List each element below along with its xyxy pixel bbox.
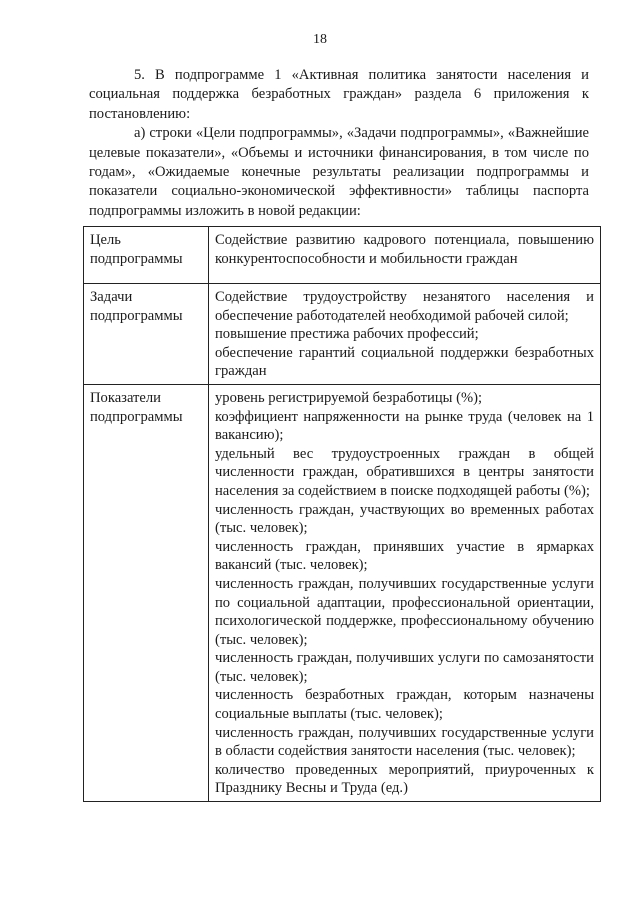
task-line: Содействие трудоустройству незанятого населения и обеспечение работодателей необходимой рабочей силой; xyxy=(215,289,594,324)
row-label-indicators: Показатели подпрограммы xyxy=(84,384,209,801)
indicator-line: количество проведенных мероприятий, приуроченных к Празднику Весны и Труда (ед.) xyxy=(215,761,594,797)
indicator-line: численность граждан, получивших государственные услуги в области содействия занятости населения (тыс. человек); xyxy=(215,724,594,760)
row-value-tasks xyxy=(209,284,601,385)
row-value-goals xyxy=(209,227,601,284)
table-row-goals xyxy=(84,227,601,284)
goals-line: Содействие развитию кадрового потенциала, повышению конкурентоспособности и мобильности граждан xyxy=(215,232,594,267)
intro-text xyxy=(89,66,589,221)
row-label-tasks: Задачи подпрограммы xyxy=(84,284,209,385)
indicator-line: коэффициент напряженности на рынке труда (человек на 1 вакансию); xyxy=(215,408,594,444)
indicator-line: уровень регистрируемой безработицы (%); xyxy=(215,389,483,406)
indicator-line: численность граждан, участвующих во временных работах (тыс. человек); xyxy=(215,501,594,537)
indicator-line: численность безработных граждан, которым назначены социальные выплаты (тыс. человек); xyxy=(215,687,594,723)
row-label-goals: Цель подпрограммы xyxy=(84,227,209,284)
task-line: обеспечение гарантий социальной поддержки безработных граждан xyxy=(215,344,594,380)
indicator-line: численность граждан, принявших участие в ярмарках вакансий (тыс. человек); xyxy=(215,538,594,574)
task-line: повышение престижа рабочих профессий; xyxy=(215,326,479,343)
intro-paragraph-1: 5. В подпрограмме 1 «Активная политика занятости населения и социальная поддержка безработных граждан» раздела 6 приложения к постановлению: xyxy=(89,67,589,122)
row-value-indicators xyxy=(209,384,601,801)
intro-paragraph-2: а) строки «Цели подпрограммы», «Задачи подпрограммы», «Важнейшие целевые показатели», «Объемы и источники финансирования, в том числе по годам», «Ожидаемые конечные результаты реализации подпрограммы и показатели социально-экономической эффективности» таблицы паспорта подпрограммы изложить в новой редакции: xyxy=(89,125,589,219)
table-row-tasks xyxy=(84,284,601,385)
page-number: 18 xyxy=(313,32,327,47)
indicator-line: удельный вес трудоустроенных граждан в общей численности граждан, обратившихся в центры занятости населения за содействием в поиске подходящей работы (%); xyxy=(215,445,594,499)
indicator-line: численность граждан, получивших государственные услуги по социальной адаптации, профессиональной ориентации, психологической поддержке, профессиональному обучению (тыс. человек); xyxy=(215,575,594,648)
indicator-line: численность граждан, получивших услуги по самозанятости (тыс. человек); xyxy=(215,650,594,685)
table-row-indicators xyxy=(84,384,601,801)
passport-table xyxy=(83,226,601,802)
